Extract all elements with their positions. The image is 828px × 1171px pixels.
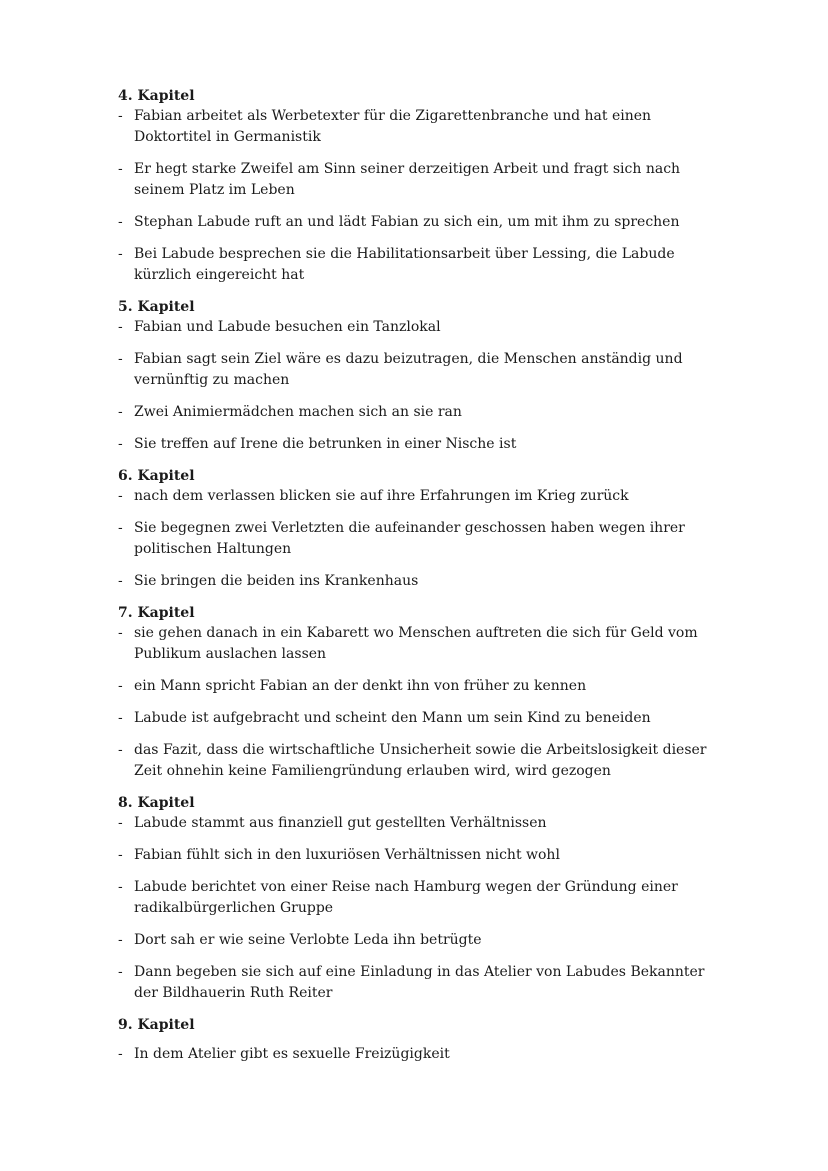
dash-bullet-icon: - (118, 405, 123, 420)
list-item (118, 349, 718, 391)
chapter-title: 9. Kapitel (118, 1017, 195, 1033)
list-item-text: Bei Labude besprechen sie die Habilitationsarbeit über Lessing, die Labude kürzlich eingereicht hat (134, 246, 675, 283)
list-item (118, 518, 718, 560)
dash-bullet-icon: - (118, 711, 123, 726)
dash-bullet-icon: - (118, 965, 123, 980)
list-item-text: Fabian sagt sein Ziel wäre es dazu beizutragen, die Menschen anständig und vernünftig zu machen (134, 351, 683, 388)
list-item (118, 486, 718, 507)
list-item-text: Dann begeben sie sich auf eine Einladung in das Atelier von Labudes Bekannter der Bildhauerin Ruth Reiter (134, 964, 705, 1001)
list-item (118, 402, 718, 423)
list-item-text: Stephan Labude ruft an und lädt Fabian zu sich ein, um mit ihm zu sprechen (134, 214, 680, 230)
list-item-text: nach dem verlassen blicken sie auf ihre Erfahrungen im Krieg zurück (134, 488, 629, 504)
chapter-title: 8. Kapitel (118, 795, 195, 811)
list-item (118, 1044, 718, 1065)
list-item-text: Sie begegnen zwei Verletzten die aufeinander geschossen haben wegen ihrer politischen Haltungen (134, 520, 685, 557)
dash-bullet-icon: - (118, 352, 123, 367)
list-item (118, 962, 718, 1004)
dash-bullet-icon: - (118, 1047, 123, 1062)
list-item-text: sie gehen danach in ein Kabarett wo Menschen auftreten die sich für Geld vom Publikum auslachen lassen (134, 625, 698, 662)
dash-bullet-icon: - (118, 880, 123, 895)
dash-bullet-icon: - (118, 679, 123, 694)
list-item (118, 708, 718, 729)
dash-bullet-icon: - (118, 848, 123, 863)
dash-bullet-icon: - (118, 247, 123, 262)
dash-bullet-icon: - (118, 816, 123, 831)
list-item (118, 244, 718, 286)
list-item-text: Dort sah er wie seine Verlobte Leda ihn betrügte (134, 932, 482, 948)
chapter-section (118, 466, 718, 592)
chapter-section (118, 1015, 718, 1065)
chapter-title: 4. Kapitel (118, 88, 195, 104)
list-item (118, 930, 718, 951)
document-page (118, 86, 718, 1076)
dash-bullet-icon: - (118, 437, 123, 452)
list-item-text: Fabian und Labude besuchen ein Tanzlokal (134, 319, 441, 335)
list-item (118, 676, 718, 697)
dash-bullet-icon: - (118, 574, 123, 589)
list-item-text: Labude stammt aus finanziell gut gestellten Verhältnissen (134, 815, 547, 831)
list-item-text: Fabian arbeitet als Werbetexter für die Zigarettenbranche und hat einen Doktortitel in Germanistik (134, 108, 652, 145)
list-item (118, 845, 718, 866)
dash-bullet-icon: - (118, 933, 123, 948)
list-item-text: In dem Atelier gibt es sexuelle Freizügigkeit (134, 1046, 450, 1062)
list-item-text: das Fazit, dass die wirtschaftliche Unsicherheit sowie die Arbeitslosigkeit dieser Zeit ohnehin keine Familiengründung erlauben wird, wird gezogen (134, 742, 707, 779)
list-item-text: Zwei Animiermädchen machen sich an sie ran (134, 404, 462, 420)
list-item-text: Er hegt starke Zweifel am Sinn seiner derzeitigen Arbeit und fragt sich nach seinem Platz im Leben (134, 161, 681, 198)
list-item (118, 740, 718, 782)
list-item (118, 571, 718, 592)
list-item (118, 317, 718, 338)
list-item (118, 159, 718, 201)
chapter-section (118, 603, 718, 782)
list-item-text: Labude ist aufgebracht und scheint den Mann um sein Kind zu beneiden (134, 710, 651, 726)
list-item (118, 106, 718, 148)
dash-bullet-icon: - (118, 626, 123, 641)
chapter-section (118, 793, 718, 1004)
dash-bullet-icon: - (118, 489, 123, 504)
list-item-text: Labude berichtet von einer Reise nach Hamburg wegen der Gründung einer radikalbürgerlichen Gruppe (134, 879, 678, 916)
list-item (118, 623, 718, 665)
chapter-title: 7. Kapitel (118, 605, 195, 621)
dash-bullet-icon: - (118, 162, 123, 177)
dash-bullet-icon: - (118, 320, 123, 335)
list-item (118, 434, 718, 455)
list-item-text: Fabian fühlt sich in den luxuriösen Verhältnissen nicht wohl (134, 847, 560, 863)
dash-bullet-icon: - (118, 521, 123, 536)
dash-bullet-icon: - (118, 215, 123, 230)
list-item-text: Sie treffen auf Irene die betrunken in einer Nische ist (134, 436, 517, 452)
dash-bullet-icon: - (118, 743, 123, 758)
list-item (118, 813, 718, 834)
list-item-text: ein Mann spricht Fabian an der denkt ihn von früher zu kennen (134, 678, 587, 694)
list-item (118, 877, 718, 919)
chapter-title: 5. Kapitel (118, 299, 195, 315)
list-item-text: Sie bringen die beiden ins Krankenhaus (134, 573, 419, 589)
list-item (118, 212, 718, 233)
chapter-title: 6. Kapitel (118, 468, 195, 484)
chapter-section (118, 297, 718, 455)
chapter-section (118, 86, 718, 286)
dash-bullet-icon: - (118, 109, 123, 124)
